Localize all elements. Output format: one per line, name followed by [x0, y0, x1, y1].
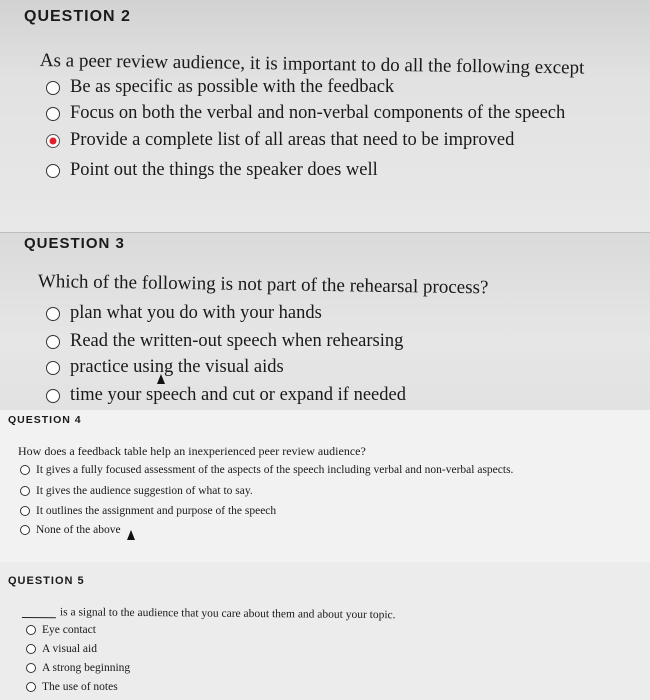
q5-option-4[interactable] — [26, 681, 118, 693]
question-4-header: QUESTION 4 — [8, 414, 82, 426]
q2-option-1-label: Be as specific as possible with the feedback — [70, 77, 395, 97]
q4-option-4-label: None of the above — [36, 524, 121, 536]
q5-option-1-label: Eye contact — [42, 624, 96, 636]
radio-button[interactable] — [46, 81, 60, 95]
question-5-header: QUESTION 5 — [8, 575, 85, 587]
fill-in-blank — [22, 617, 56, 618]
q2-option-1[interactable] — [46, 77, 394, 98]
radio-button[interactable] — [46, 164, 60, 178]
radio-button[interactable] — [46, 307, 60, 321]
q3-option-2-label: Read the written-out speech when rehearsing — [70, 331, 404, 351]
question-2-header: QUESTION 2 — [24, 8, 131, 25]
radio-button[interactable] — [26, 625, 36, 635]
q3-option-1[interactable] — [46, 303, 322, 324]
question-3-block — [0, 232, 650, 410]
radio-button[interactable] — [26, 663, 36, 673]
radio-button-selected[interactable] — [46, 134, 60, 148]
q4-option-4[interactable] — [20, 524, 121, 536]
q5-option-4-label: The use of notes — [42, 681, 118, 693]
q4-option-2[interactable] — [20, 485, 253, 497]
q4-option-1[interactable] — [20, 464, 513, 476]
radio-button[interactable] — [26, 682, 36, 692]
q2-option-4-label: Point out the things the speaker does well — [70, 160, 378, 180]
q3-option-4[interactable] — [46, 385, 406, 406]
question-2-text: As a peer review audience, it is important to do all the following except — [39, 50, 585, 79]
q3-option-1-label: plan what you do with your hands — [70, 303, 322, 323]
question-2-block — [0, 0, 650, 232]
radio-button[interactable] — [20, 525, 30, 535]
question-3-header: QUESTION 3 — [24, 235, 125, 252]
q2-option-3[interactable] — [46, 130, 514, 151]
mouse-cursor-icon — [127, 530, 135, 540]
q5-option-3-label: A strong beginning — [42, 662, 131, 674]
radio-button[interactable] — [46, 389, 60, 403]
radio-button[interactable] — [20, 486, 30, 496]
q5-option-2-label: A visual aid — [42, 643, 97, 655]
q3-option-3-label: practice using the visual aids — [70, 357, 284, 377]
radio-button[interactable] — [20, 465, 30, 475]
question-4-block — [0, 410, 650, 562]
q3-option-4-label: time your speech and cut or expand if needed — [70, 385, 406, 405]
radio-button[interactable] — [26, 644, 36, 654]
question-3-text: Which of the following is not part of the rehearsal process? — [37, 271, 489, 299]
question-5-text-line — [22, 606, 396, 621]
text-cursor-icon — [157, 374, 165, 384]
q2-option-2-label: Focus on both the verbal and non-verbal components of the speech — [70, 103, 566, 123]
q4-option-3[interactable] — [20, 505, 276, 517]
question-5-text: is a signal to the audience that you care about them and about your topic. — [59, 606, 396, 622]
q4-option-3-label: It outlines the assignment and purpose of the speech — [36, 505, 277, 517]
q5-option-3[interactable] — [26, 662, 130, 674]
radio-button[interactable] — [46, 107, 60, 121]
q4-option-1-label: It gives a fully focused assessment of the aspects of the speech including verbal and non-verbal aspects. — [36, 464, 514, 476]
q5-option-1[interactable] — [26, 624, 96, 636]
q4-option-2-label: It gives the audience suggestion of what to say. — [36, 485, 253, 497]
radio-button[interactable] — [46, 361, 60, 375]
radio-button[interactable] — [46, 335, 60, 349]
q2-option-3-label: Provide a complete list of all areas that need to be improved — [70, 130, 515, 150]
question-4-text: How does a feedback table help an inexperienced peer review audience? — [18, 444, 366, 458]
q5-option-2[interactable] — [26, 643, 97, 655]
question-5-block — [0, 562, 650, 700]
radio-button[interactable] — [20, 506, 30, 516]
q3-option-2[interactable] — [46, 331, 403, 352]
q2-option-2[interactable] — [46, 103, 565, 124]
q2-option-4[interactable] — [46, 160, 378, 181]
